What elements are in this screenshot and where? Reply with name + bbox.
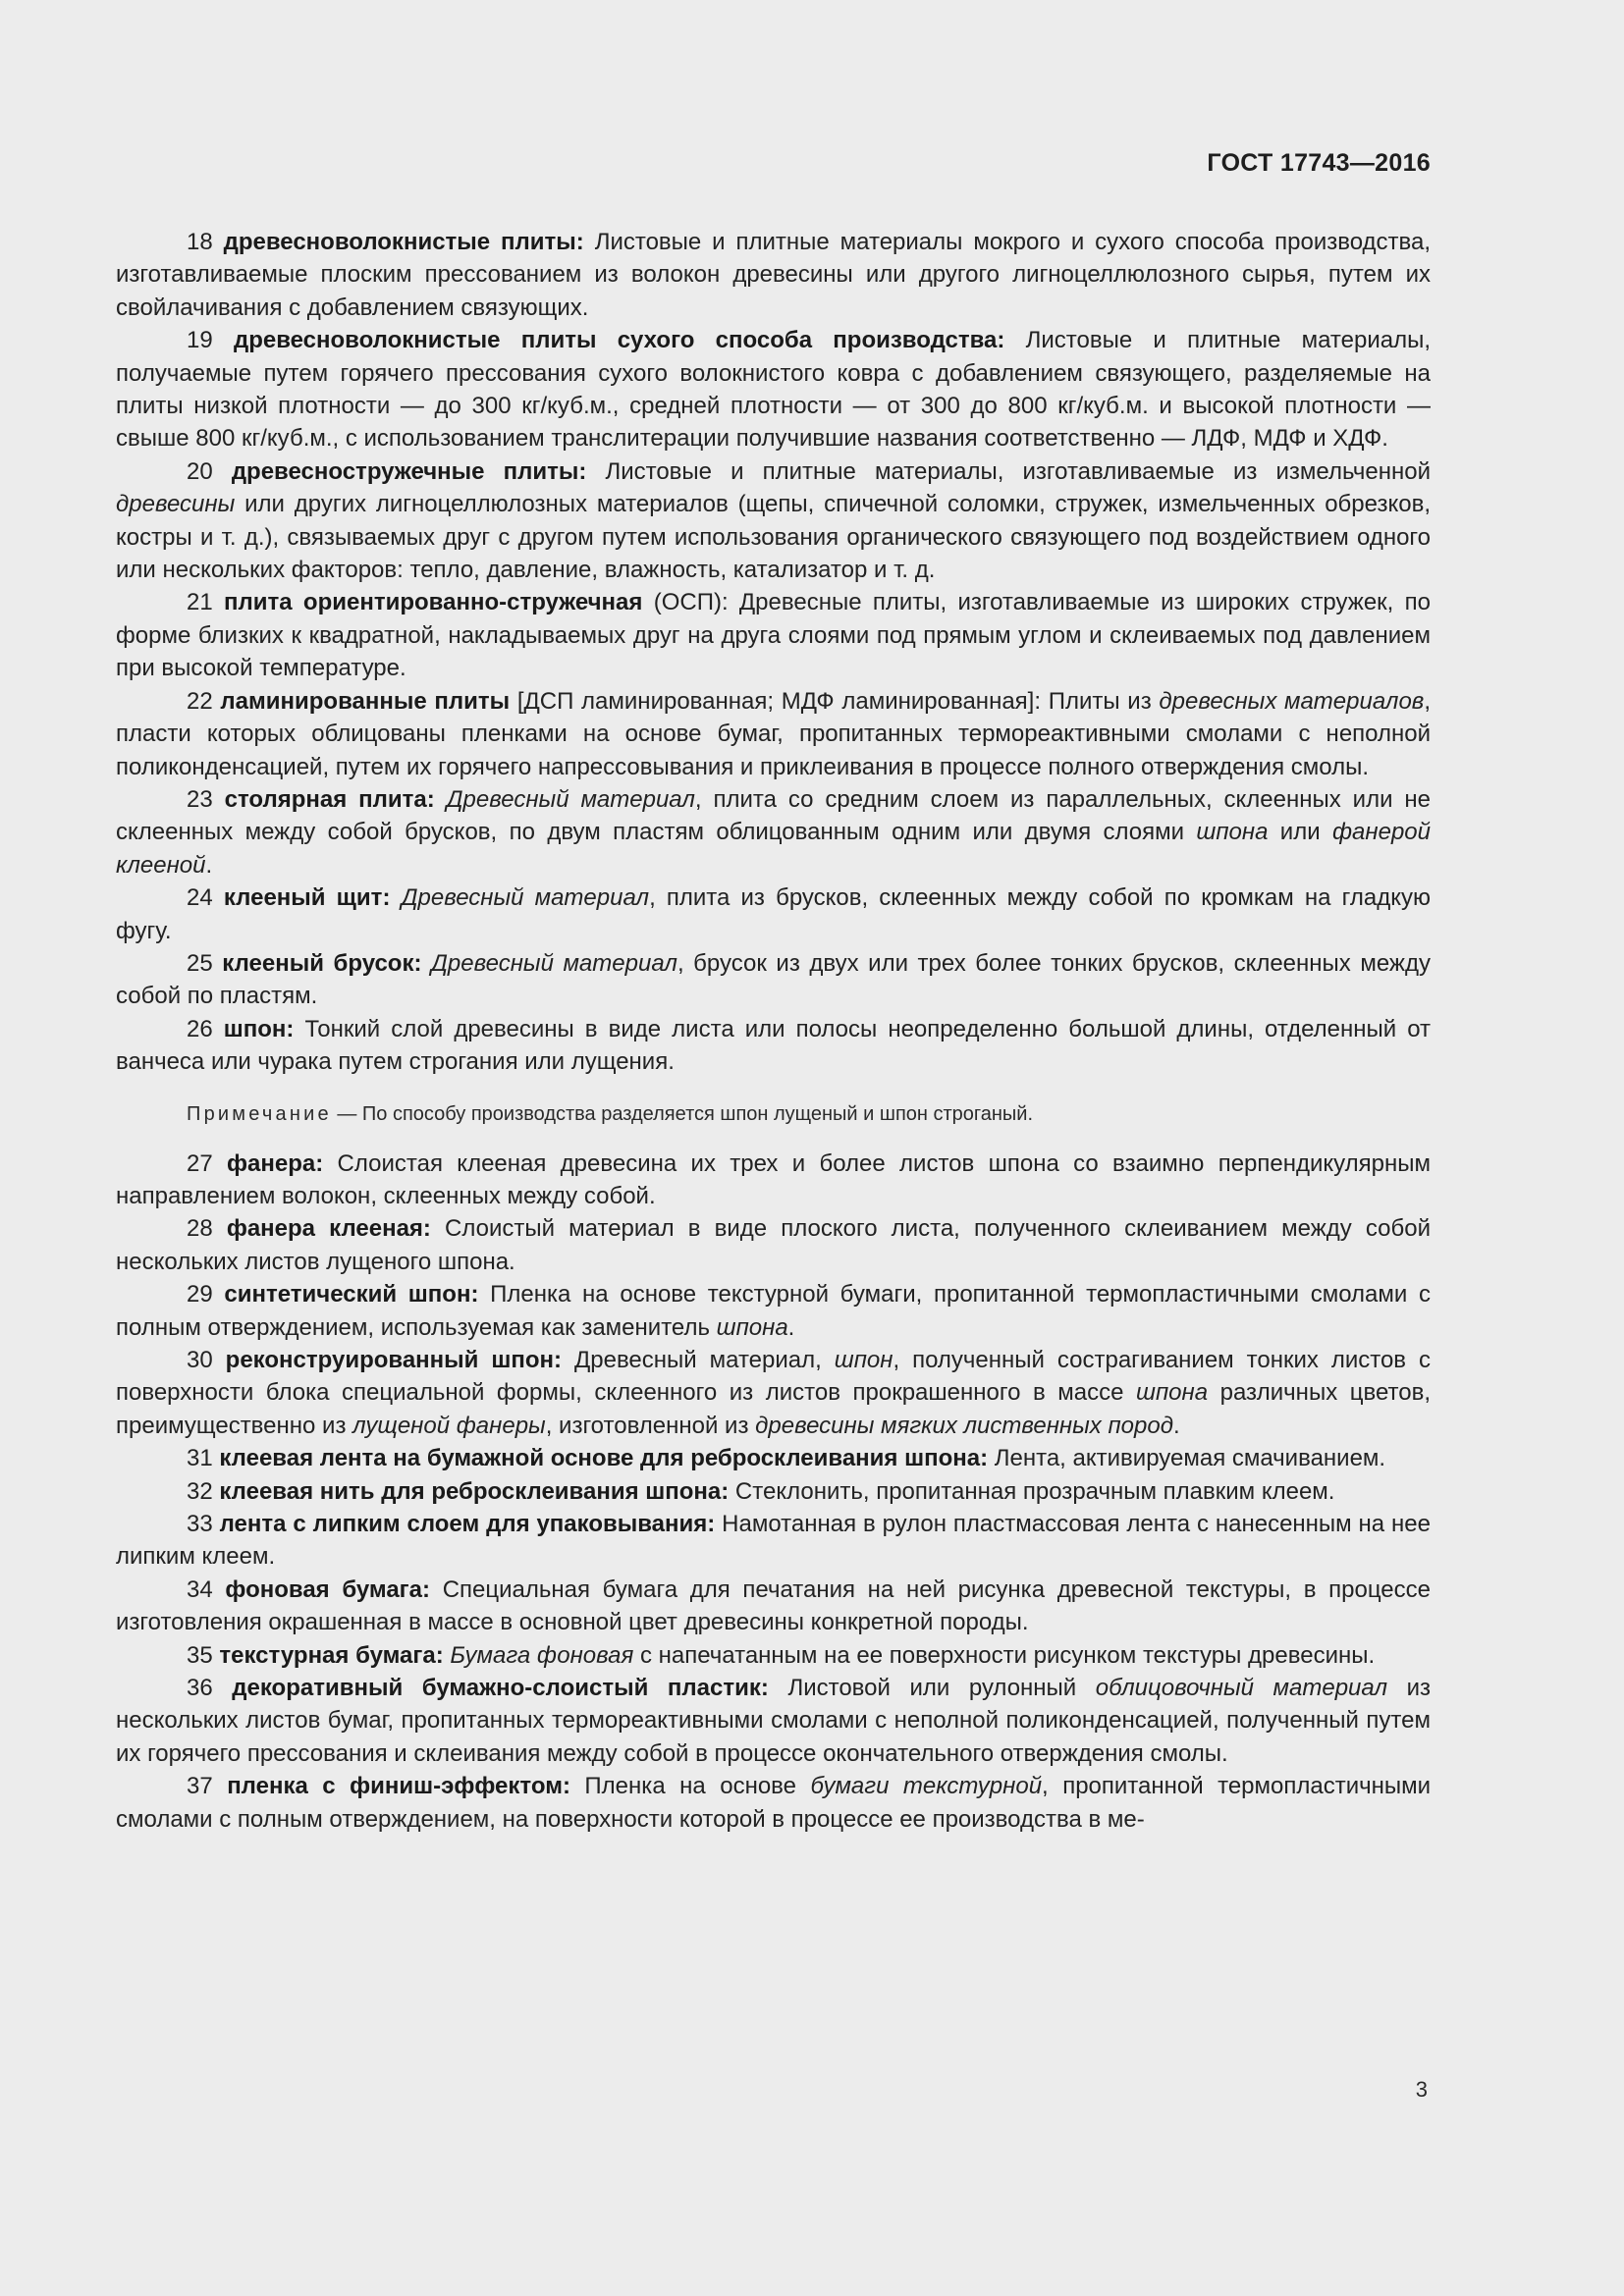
term-entry-27 bbox=[116, 1148, 1431, 1213]
term-entry-26 bbox=[116, 1013, 1431, 1079]
term-definition-text: различных цветов, преимущественно из bbox=[116, 1379, 1432, 1439]
term-name: шпон: bbox=[223, 1015, 295, 1042]
term-number: 26 bbox=[187, 1015, 213, 1042]
term-name: клееный брусок: bbox=[222, 949, 422, 977]
term-name: фанера: bbox=[227, 1149, 324, 1177]
term-entry-18 bbox=[116, 226, 1431, 324]
term-definition-text bbox=[435, 786, 447, 813]
term-entry-36 bbox=[116, 1672, 1431, 1770]
term-definition-text: или других лигноцеллюлозных материалов (щепы, спичечной соломки, стружек, измельченных обрезков, костры и т. д.), связываемых друг с другом путем использования органического связующего под воздействием одного или нескольких факторов: тепло, давление, влажность, катализатор и т. д. bbox=[116, 491, 1431, 584]
term-definition-text: Листовой или рулонный bbox=[768, 1675, 1096, 1702]
term-reference: шпон bbox=[834, 1347, 893, 1373]
term-entry-29 bbox=[116, 1278, 1431, 1344]
term-name: столярная плита: bbox=[224, 785, 435, 813]
term-definition-text: , пласти которых облицованы пленками на основе бумаг, пропитанных термореактивными смолами с неполной поликонденсацией, путем их горячего напрессовывания и приклеивания в процессе полного отверждения смолы. bbox=[116, 687, 1432, 780]
term-number: 37 bbox=[187, 1773, 213, 1800]
term-definition-text: Листовые и плитные материалы мокрого и сухого способа производства, изготавливаемые плоским прессованием из волокон древесины или другого лигноцеллюлозного сырья, путем их свойлачивания с добавлением связующих. bbox=[116, 229, 1432, 321]
term-name: декоративный бумажно-слоистый пластик: bbox=[232, 1675, 769, 1702]
note-text: По способу производства разделяется шпон лущеный и шпон строганый. bbox=[361, 1102, 1034, 1125]
term-definition-text: , плита из брусков, склеенных между собой по кромкам на гладкую фугу. bbox=[116, 884, 1432, 944]
term-number: 21 bbox=[187, 589, 213, 616]
term-name: клееный щит: bbox=[223, 884, 391, 912]
term-definition-text: , пропитанной термопластичными смолами с полным отверждением, на поверхности которой в процессе ее производства в ме- bbox=[116, 1773, 1432, 1833]
term-name: древесностружечные плиты: bbox=[231, 457, 587, 485]
document-body bbox=[116, 226, 1431, 1836]
term-number: 35 bbox=[187, 1641, 213, 1669]
note-label: Примечание bbox=[187, 1102, 332, 1125]
term-number: 18 bbox=[187, 229, 213, 255]
term-number: 29 bbox=[187, 1281, 213, 1308]
term-reference: фанерой клееной bbox=[116, 819, 1431, 879]
term-reference: бумаги текстурной bbox=[810, 1773, 1043, 1800]
page-number: 3 bbox=[1415, 2077, 1428, 2102]
term-name: пленка с финиш-эффектом: bbox=[227, 1773, 570, 1800]
term-number: 34 bbox=[187, 1575, 213, 1603]
term-definition-text: . bbox=[205, 851, 213, 879]
term-name: ламинированные плиты bbox=[220, 687, 511, 715]
term-definition-text bbox=[421, 950, 431, 977]
term-reference: шпона bbox=[716, 1313, 788, 1341]
term-number: 24 bbox=[187, 884, 213, 912]
term-number: 32 bbox=[187, 1477, 213, 1505]
page-header-standard-code: ГОСТ 17743—2016 bbox=[1207, 149, 1431, 177]
term-reference: Древесный материал bbox=[431, 949, 677, 977]
term-entry-31 bbox=[116, 1442, 1431, 1474]
term-definition-text: Намотанная в рулон пластмассовая лента с нанесенным на нее липким клеем. bbox=[116, 1511, 1431, 1571]
term-reference: Бумага фоновая bbox=[450, 1641, 634, 1669]
term-entry-34 bbox=[116, 1574, 1431, 1639]
term-name: клеевая нить для ребросклеивания шпона: bbox=[219, 1477, 730, 1505]
term-definition-text: , плита со средним слоем из параллельных, склеенных или не склеенных между собой брусков, по двум пластям облицованным одним или двумя слоями bbox=[116, 785, 1431, 846]
term-number: 22 bbox=[187, 687, 213, 715]
term-reference: шпона bbox=[1196, 819, 1269, 846]
term-number: 30 bbox=[187, 1347, 213, 1373]
terms-list-part-2 bbox=[116, 1148, 1431, 1837]
term-entry-35 bbox=[116, 1639, 1431, 1672]
term-entry-25 bbox=[116, 947, 1431, 1013]
term-reference: древесины bbox=[116, 491, 236, 518]
note-dash: — bbox=[331, 1102, 362, 1125]
term-entry-20 bbox=[116, 455, 1431, 587]
term-definition-text: (ОСП): Древесные плиты, изготавливаемые из широких стружек, по форме близких к квадратной, накладываемых друг на друга слоями под прямым углом и склеиваемых под давлением при высокой температуре. bbox=[116, 589, 1431, 682]
term-name: фоновая бумага: bbox=[225, 1575, 431, 1603]
term-entry-32 bbox=[116, 1475, 1431, 1508]
term-number: 25 bbox=[187, 949, 213, 977]
term-definition-text: . bbox=[1172, 1412, 1180, 1439]
term-definition-text: с напечатанным на ее поверхности рисунком текстуры древесины. bbox=[633, 1641, 1376, 1669]
term-definition-text: [ДСП ламинированная; МДФ ламинированная]: Плиты из bbox=[510, 687, 1160, 715]
terms-list-part-1 bbox=[116, 226, 1431, 1079]
term-reference: облицовочный материал bbox=[1095, 1675, 1388, 1702]
term-reference: древесины мягких лиственных пород bbox=[755, 1412, 1173, 1439]
term-definition-text: Тонкий слой древесины в виде листа или полосы неопределенно большой длины, отделенный от ванчеса или чурака путем строгания или лущения. bbox=[116, 1015, 1432, 1076]
term-name: лента с липким слоем для упаковывания: bbox=[219, 1511, 716, 1538]
term-name: плита ориентированно-стружечная bbox=[224, 589, 643, 616]
term-definition-text: Лента, активируемая смачиванием. bbox=[988, 1445, 1386, 1472]
term-definition-text: Пленка на основе bbox=[569, 1773, 811, 1800]
term-name: древесноволокнистые плиты сухого способа производства: bbox=[233, 327, 1005, 354]
term-entry-24 bbox=[116, 881, 1431, 947]
term-name: синтетический шпон: bbox=[224, 1281, 479, 1308]
term-entry-21 bbox=[116, 586, 1431, 684]
term-definition-text: , изготовленной из bbox=[545, 1412, 756, 1439]
term-number: 27 bbox=[187, 1149, 213, 1177]
term-definition-text: Слоистый материал в виде плоского листа, полученного склеиванием между собой нескольких листов лущеного шпона. bbox=[116, 1215, 1432, 1275]
term-definition-text: Стеклонить, пропитанная прозрачным плавким клеем. bbox=[729, 1477, 1335, 1505]
term-entry-30 bbox=[116, 1344, 1431, 1442]
term-definition-text: или bbox=[1268, 819, 1332, 846]
term-definition-text: , полученный сострагиванием тонких листов с поверхности блока специальной формы, склеенного из листов прокрашенного в массе bbox=[116, 1347, 1432, 1407]
term-name: текстурная бумага: bbox=[219, 1641, 444, 1669]
term-definition-text bbox=[390, 884, 401, 911]
term-definition-text: Пленка на основе текстурной бумаги, пропитанной термопластичными смолами с полным отверждением, используемая как заменитель bbox=[116, 1281, 1431, 1341]
term-entry-19 bbox=[116, 324, 1431, 455]
term-reference: Древесный материал bbox=[446, 785, 695, 813]
term-name: клеевая лента на бумажной основе для ребросклеивания шпона: bbox=[219, 1445, 989, 1472]
term-definition-text: из нескольких листов бумаг, пропитанных термореактивными смолами с неполной поликонденсацией, полученный путем их горячего прессования и склеивания между собой в процессе окончательного отверждения смолы. bbox=[116, 1675, 1432, 1767]
term-number: 31 bbox=[187, 1445, 213, 1472]
term-definition-text: , брусок из двух или трех более тонких брусков, склеенных между собой по пластям. bbox=[116, 949, 1431, 1010]
term-entry-28 bbox=[116, 1212, 1431, 1278]
term-number: 33 bbox=[187, 1511, 213, 1538]
term-reference: древесных материалов bbox=[1159, 687, 1425, 715]
term-definition-text: Слоистая клееная древесина их трех и более листов шпона со взаимно перпендикулярным направлением волокон, склеенных между собой. bbox=[116, 1149, 1431, 1209]
term-number: 23 bbox=[187, 785, 213, 813]
term-entry-37 bbox=[116, 1770, 1431, 1836]
term-number: 20 bbox=[187, 457, 213, 485]
term-definition-text: Листовые и плитные материалы, получаемые путем горячего прессования сухого волокнистого ковра с добавлением связующего, разделяемые на плиты низкой плотности — до 300 кг/куб.м., средней плотности — от 300 до 800 кг/куб.м. и высокой плотности — свыше 800 кг/куб.м., с использованием транслитерации получившие названия соответственно — ЛДФ, МДФ и ХДФ. bbox=[116, 327, 1431, 453]
term-reference: шпона bbox=[1136, 1379, 1209, 1407]
term-definition-text: Древесный материал, bbox=[562, 1347, 835, 1373]
term-name: фанера клееная: bbox=[226, 1215, 431, 1243]
term-entry-23 bbox=[116, 783, 1431, 881]
term-reference: лущеной фанеры bbox=[352, 1412, 546, 1439]
term-reference: Древесный материал bbox=[401, 884, 650, 912]
term-definition-text: Специальная бумага для печатания на ней рисунка древесной текстуры, в процессе изготовления окрашенная в массе в основной цвет древесины конкретной породы. bbox=[116, 1575, 1432, 1636]
term-number: 19 bbox=[187, 327, 213, 354]
term-name: древесноволокнистые плиты: bbox=[223, 229, 584, 255]
term-entry-33 bbox=[116, 1508, 1431, 1574]
note-block bbox=[116, 1100, 1431, 1128]
term-definition-text: . bbox=[787, 1313, 795, 1341]
term-name: реконструированный шпон: bbox=[225, 1347, 563, 1373]
term-entry-22 bbox=[116, 685, 1431, 783]
term-number: 28 bbox=[187, 1215, 213, 1243]
term-number: 36 bbox=[187, 1675, 213, 1702]
term-definition-text: Листовые и плитные материалы, изготавливаемые из измельченной bbox=[586, 457, 1431, 485]
